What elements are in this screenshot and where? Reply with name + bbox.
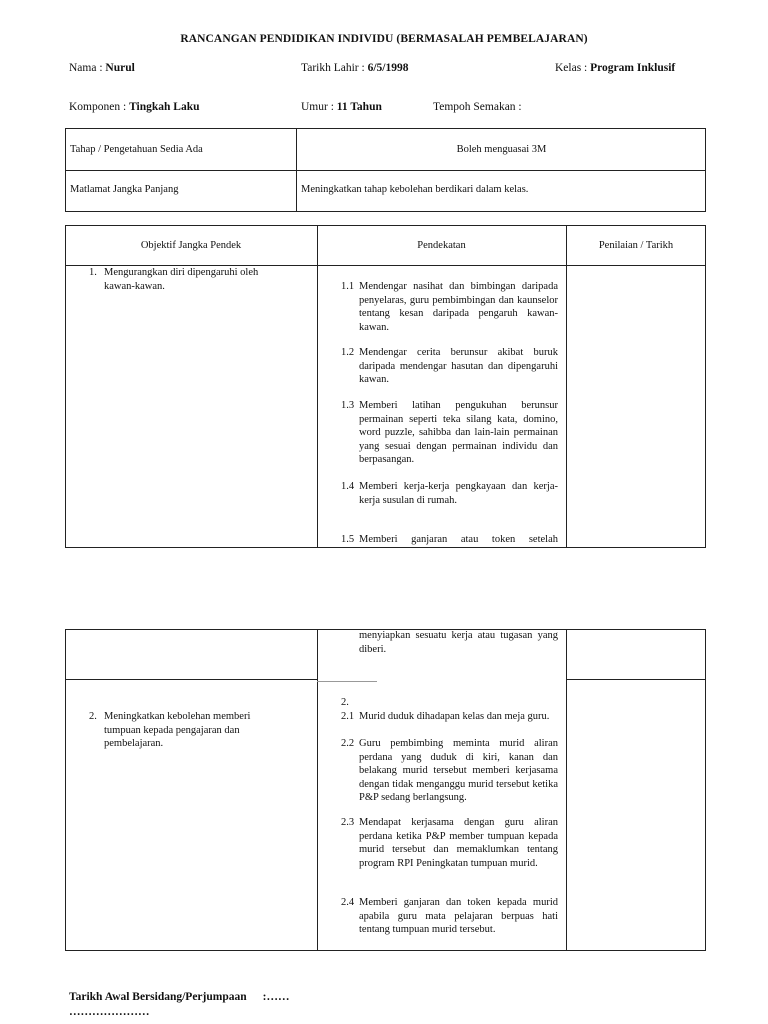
approach-1-4-text: Memberi kerja-kerja pengkayaan dan kerja-kerja susulan di rumah. [359, 481, 558, 506]
approach-1-3-number: 1.3 [341, 400, 355, 411]
footer-separator: :…… [262, 991, 290, 1003]
approach-2-3-text: Mendapat kerjasama dengan guru aliran perdana ketika P&P member tumpuan kepada murid tersebut dan memaklumkan tentang program RPI Peningkatan tumpuan murid. [359, 817, 558, 869]
approach-2-3-number: 2.3 [341, 817, 355, 828]
nama-value: Nurul [105, 62, 135, 74]
approach-1-1-number: 1.1 [341, 281, 355, 292]
footer-label: Tarikh Awal Bersidang/Perjumpaan [69, 991, 247, 1003]
continued-column-divider-2 [566, 629, 567, 951]
nama-label: Nama : [69, 62, 106, 74]
tarikh-lahir-label: Tarikh Lahir : [301, 62, 368, 74]
summary-row2-value: Meningkatkan tahap kebolehan berdikari dalam kelas. [301, 184, 529, 195]
tarikh-lahir-field [301, 62, 408, 74]
kelas-field [555, 62, 675, 74]
summary-row2-label: Matlamat Jangka Panjang [70, 184, 179, 195]
header-pendekatan: Pendekatan [417, 240, 466, 251]
approach-1-5-number: 1.5 [341, 534, 355, 545]
continued-row-divider-1 [65, 679, 317, 680]
footer-dots: ………………… [69, 1006, 150, 1018]
umur-label: Umur : [301, 101, 337, 113]
objectives-column-divider-1 [317, 225, 318, 548]
summary-column-divider [296, 128, 297, 212]
kelas-value: Program Inklusif [590, 62, 676, 74]
approach-2-1-number: 2.1 [341, 711, 355, 722]
header-objektif: Objektif Jangka Pendek [140, 240, 242, 251]
objective-1-number: 1. [89, 267, 97, 278]
header-penilaian: Penilaian / Tarikh [598, 240, 674, 251]
approach-2-4-text: Memberi ganjaran dan token kepada murid apabila guru mata pelajaran berpuas hati tentang tumpuan murid tersebut. [359, 897, 558, 936]
komponen-label: Komponen : [69, 101, 130, 113]
objective-2-number: 2. [89, 711, 97, 722]
approach-1-2-number: 1.2 [341, 347, 355, 358]
nama-field [69, 62, 135, 74]
summary-row1-label: Tahap / Pengetahuan Sedia Ada [70, 144, 203, 155]
approach-1-3-text: Memberi latihan pengukuhan berunsur permainan seperti teka silang kata, domino, word puzzle, sahibba dan lain-lain permainan yang sesuai dengan permainan individu dan berpasangan. [359, 400, 558, 466]
approach-2-2-text: Guru pembimbing meminta murid aliran perdana yang duduk di kiri, kanan dan belakang murid tersebut memberi kerjasama dengan tidak menganggu murid tersebut ketika P&P sedang berlangsung. [359, 738, 558, 804]
summary-row1-value: Boleh menguasai 3M [456, 144, 547, 155]
document-title: RANCANGAN PENDIDIKAN INDIVIDU (BERMASALAH PEMBELAJARAN) [180, 33, 588, 45]
continued-column-divider-1 [317, 629, 318, 951]
footer-meeting-date [69, 991, 289, 1003]
komponen-value: Tingkah Laku [129, 101, 200, 113]
approach-1-1-text: Mendengar nasihat dan bimbingan daripada penyelaras, guru pembimbingan dan kaunselor tentang kesan daripada pengaruh kawan-kawan. [359, 281, 558, 333]
tarikh-lahir-value: 6/5/1998 [367, 62, 409, 74]
tempoh-semakan-label: Tempoh Semakan : [433, 101, 522, 113]
approach-2-1-text: Murid duduk dihadapan kelas dan meja guru. [359, 711, 550, 722]
continued-row-divider-2 [317, 681, 377, 682]
approach-1-5-continued: menyiapkan sesuatu kerja atau tugasan yang diberi. [359, 630, 558, 655]
approach-1-2-text: Mendengar cerita berunsur akibat buruk daripada mendengar hasutan dan dipengaruhi kawan. [359, 347, 558, 386]
approach-1-4-number: 1.4 [341, 481, 355, 492]
summary-divider [65, 170, 706, 171]
approach-2-heading: 2. [341, 697, 349, 708]
komponen-field [69, 101, 200, 113]
umur-value: 11 Tahun [336, 101, 382, 113]
continued-row-divider-3 [566, 679, 706, 680]
approach-1-5-text: Memberi ganjaran atau token setelah [359, 534, 558, 545]
approach-2-2-number: 2.2 [341, 738, 355, 749]
objectives-column-divider-2 [566, 225, 567, 548]
objective-1-text: Mengurangkan diri dipengaruhi oleh kawan-kawan. [104, 267, 259, 292]
objective-2-text: Meningkatkan kebolehan memberi tumpuan kepada pengajaran dan pembelajaran. [104, 711, 251, 750]
kelas-label: Kelas : [555, 62, 591, 74]
approach-2-4-number: 2.4 [341, 897, 355, 908]
umur-field [301, 101, 382, 113]
